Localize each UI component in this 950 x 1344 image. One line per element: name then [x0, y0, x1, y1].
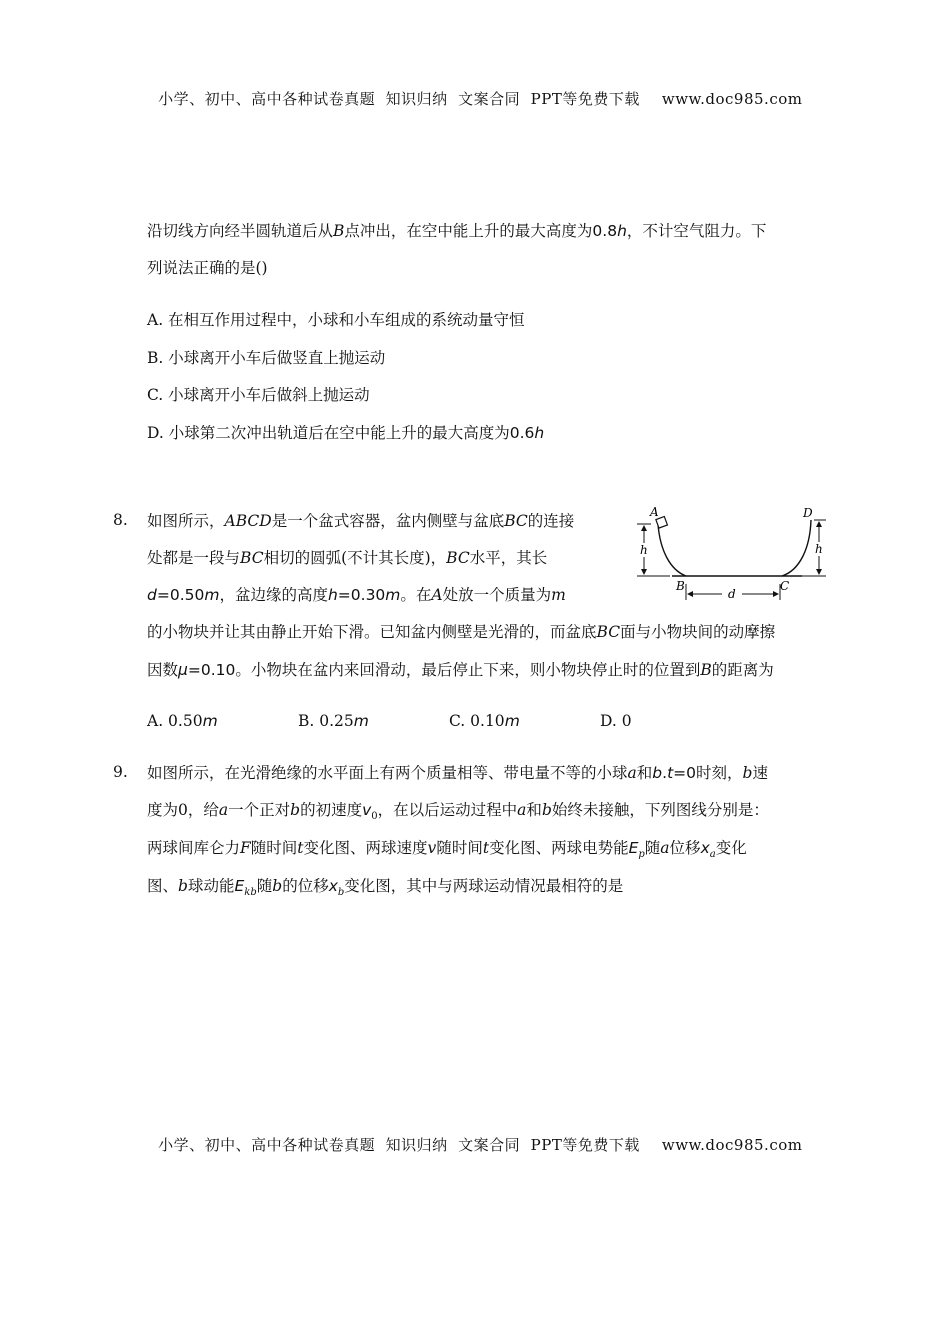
- basin-right-wall: [782, 520, 811, 576]
- footer-url[interactable]: www.doc985.com: [661, 1136, 803, 1154]
- header-url[interactable]: www.doc985.com: [661, 90, 803, 108]
- q8-number: 8.: [113, 511, 128, 529]
- q9-stem-line2: 度为0，给a一个正对b的初速度$v_0$，在以后运动过程中a和b始终未接触，下列图线分别是：: [147, 801, 769, 823]
- d-arrowhead-left: [687, 591, 693, 597]
- q8-stem-line3: d=0.50m，盆边缘的高度h=0.30m。在A处放一个质量为m: [147, 586, 566, 604]
- q8-option-d[interactable]: D. 0: [600, 712, 632, 730]
- label-h-right: h: [815, 542, 823, 556]
- q9-stem-line4: 图、b球动能$E_{kb}$随b的位移$x_b$变化图，其中与两球运动情况最相符的是: [147, 877, 624, 899]
- label-D: D: [803, 506, 813, 520]
- q7-option-b[interactable]: B. 小球离开小车后做竖直上抛运动: [147, 349, 386, 367]
- q9-number: 9.: [113, 763, 128, 781]
- q7-option-d[interactable]: D. 小球第二次冲出轨道后在空中能上升的最大高度为0.6h: [147, 424, 545, 442]
- q7-stem-line1: 沿切线方向经半圆轨道后从B点冲出，在空中能上升的最大高度为0.8h，不计空气阻力。下: [147, 222, 767, 240]
- q8-stem-line5: 因数μ=0.10。小物块在盆内来回滑动，最后停止下来，则小物块停止时的位置到B的距离为: [147, 661, 774, 679]
- q7-option-c[interactable]: C. 小球离开小车后做斜上抛运动: [147, 386, 370, 404]
- q7-option-a[interactable]: A. 在相互作用过程中，小球和小车组成的系统动量守恒: [147, 311, 525, 329]
- q8-stem-line4: 的小物块并让其由静止开始下滑。已知盆内侧壁是光滑的，而盆底BC面与小物块间的动摩擦: [147, 623, 776, 641]
- page-footer: [0, 1116, 950, 1155]
- q8-stem-line1: 如图所示，ABCD是一个盆式容器，盆内侧壁与盆底BC的连接: [147, 512, 575, 530]
- page-header: [0, 70, 950, 109]
- right-h-arrowhead-down: [816, 569, 822, 575]
- basin-left-wall: [658, 524, 686, 576]
- q8-option-a[interactable]: A. 0.50m: [147, 712, 218, 730]
- label-d: d: [728, 587, 736, 601]
- d-arrowhead-right: [773, 591, 779, 597]
- q8-option-b[interactable]: B. 0.25m: [298, 712, 369, 730]
- q8-stem-line2: 处都是一段与BC相切的圆弧(不计其长度)，BC水平，其长: [147, 549, 548, 567]
- q8-basin-figure: [630, 500, 840, 608]
- q9-stem-line3: 两球间库仑力F随时间t变化图、两球速度v随时间t变化图、两球电势能$E_p$随a位移$x_a$变化: [147, 839, 747, 861]
- label-C: C: [780, 579, 790, 593]
- footer-text: 小学、初中、高中各种试卷真题 知识归纳 文案合同 PPT等免费下载: [158, 1136, 640, 1154]
- label-B: B: [676, 579, 685, 593]
- q8-option-c[interactable]: C. 0.10m: [449, 712, 520, 730]
- right-h-arrowhead-up: [816, 521, 822, 527]
- q7-stem-line2: 列说法正确的是(): [147, 259, 268, 277]
- label-A: A: [650, 505, 659, 519]
- q9-stem-line1: 如图所示，在光滑绝缘的水平面上有两个质量相等、带电量不等的小球a和b.t=0时刻，b速: [147, 764, 768, 782]
- label-h-left: h: [640, 543, 648, 557]
- header-text: 小学、初中、高中各种试卷真题 知识归纳 文案合同 PPT等免费下载: [158, 90, 640, 108]
- left-h-arrowhead-up: [641, 525, 647, 531]
- left-h-arrowhead-down: [641, 569, 647, 575]
